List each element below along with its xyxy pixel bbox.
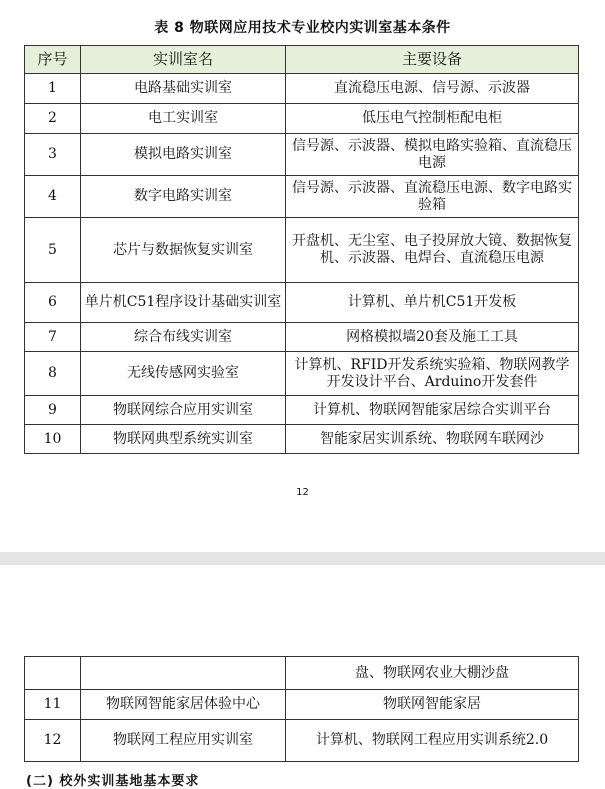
table-row [25,176,579,218]
header-equipment: 主要设备 [286,46,579,74]
row-lab-name: 模拟电路实训室 [81,134,286,176]
row-equipment: 计算机、物联网工程应用实训系统2.0 [286,720,579,762]
table-row [25,218,579,283]
row-index: 3 [25,134,81,176]
row-lab-name: 电路基础实训室 [81,74,286,104]
table-row [25,720,579,762]
row-equipment: 信号源、示波器、直流稳压电源、数字电路实验箱 [286,176,579,218]
row-lab-name: 无线传感网实验室 [81,352,286,396]
row-index: 4 [25,176,81,218]
table-caption: 表 8 物联网应用技术专业校内实训室基本条件 [154,20,451,36]
table-header-row [25,46,579,74]
row-lab-name: 综合布线实训室 [81,323,286,352]
row-index: 11 [25,690,81,720]
row-lab-name: 数字电路实训室 [81,176,286,218]
row-equipment: 信号源、示波器、模拟电路实验箱、直流稳压电源 [286,134,579,176]
row-index: 5 [25,218,81,283]
table-row [25,283,579,323]
table-row [25,323,579,352]
row-equipment: 低压电气控制柜配电柜 [286,104,579,134]
table-row [25,425,579,454]
row-lab-name: 物联网工程应用实训室 [81,720,286,762]
table-row [25,657,579,690]
table-row [25,690,579,720]
row-equipment: 计算机、RFID开发系统实验箱、物联网教学开发设计平台、Arduino开发套件 [286,352,579,396]
header-lab-name: 实训室名 [81,46,286,74]
row-index: 10 [25,425,81,454]
row-index: 9 [25,396,81,425]
header-index: 序号 [25,46,81,74]
row-equipment: 计算机、物联网智能家居综合实训平台 [286,396,579,425]
table-row [25,396,579,425]
row-equipment: 计算机、单片机C51开发板 [286,283,579,323]
row-index: 1 [25,74,81,104]
row-equipment: 网格模拟墙20套及施工工具 [286,323,579,352]
row-equipment: 开盘机、无尘室、电子投屏放大镜、数据恢复机、示波器、电焊台、直流稳压电源 [286,218,579,283]
row-index [25,657,81,690]
table-row [25,352,579,396]
row-equipment: 直流稳压电源、信号源、示波器 [286,74,579,104]
row-equipment: 物联网智能家居 [286,690,579,720]
row-index: 6 [25,283,81,323]
row-lab-name: 电工实训室 [81,104,286,134]
lab-conditions-table-continued [24,656,579,762]
row-lab-name: 物联网典型系统实训室 [81,425,286,454]
row-index: 12 [25,720,81,762]
page-number: 12 [296,487,309,498]
row-equipment: 智能家居实训系统、物联网车联网沙 [286,425,579,454]
row-index: 2 [25,104,81,134]
document-page-2 [0,565,605,776]
row-lab-name: 物联网综合应用实训室 [81,396,286,425]
table-row [25,134,579,176]
row-index: 7 [25,323,81,352]
row-lab-name [81,657,286,690]
row-index: 8 [25,352,81,396]
row-lab-name: 物联网智能家居体验中心 [81,690,286,720]
table-row [25,74,579,104]
page-separator [0,552,605,565]
lab-conditions-table [24,45,579,454]
table-row [25,104,579,134]
row-lab-name: 单片机C51程序设计基础实训室 [81,283,286,323]
row-lab-name: 芯片与数据恢复实训室 [81,218,286,283]
row-equipment: 盘、物联网农业大棚沙盘 [286,657,579,690]
section-heading-cutoff: (二) 校外实训基地基本要求 [26,774,200,789]
